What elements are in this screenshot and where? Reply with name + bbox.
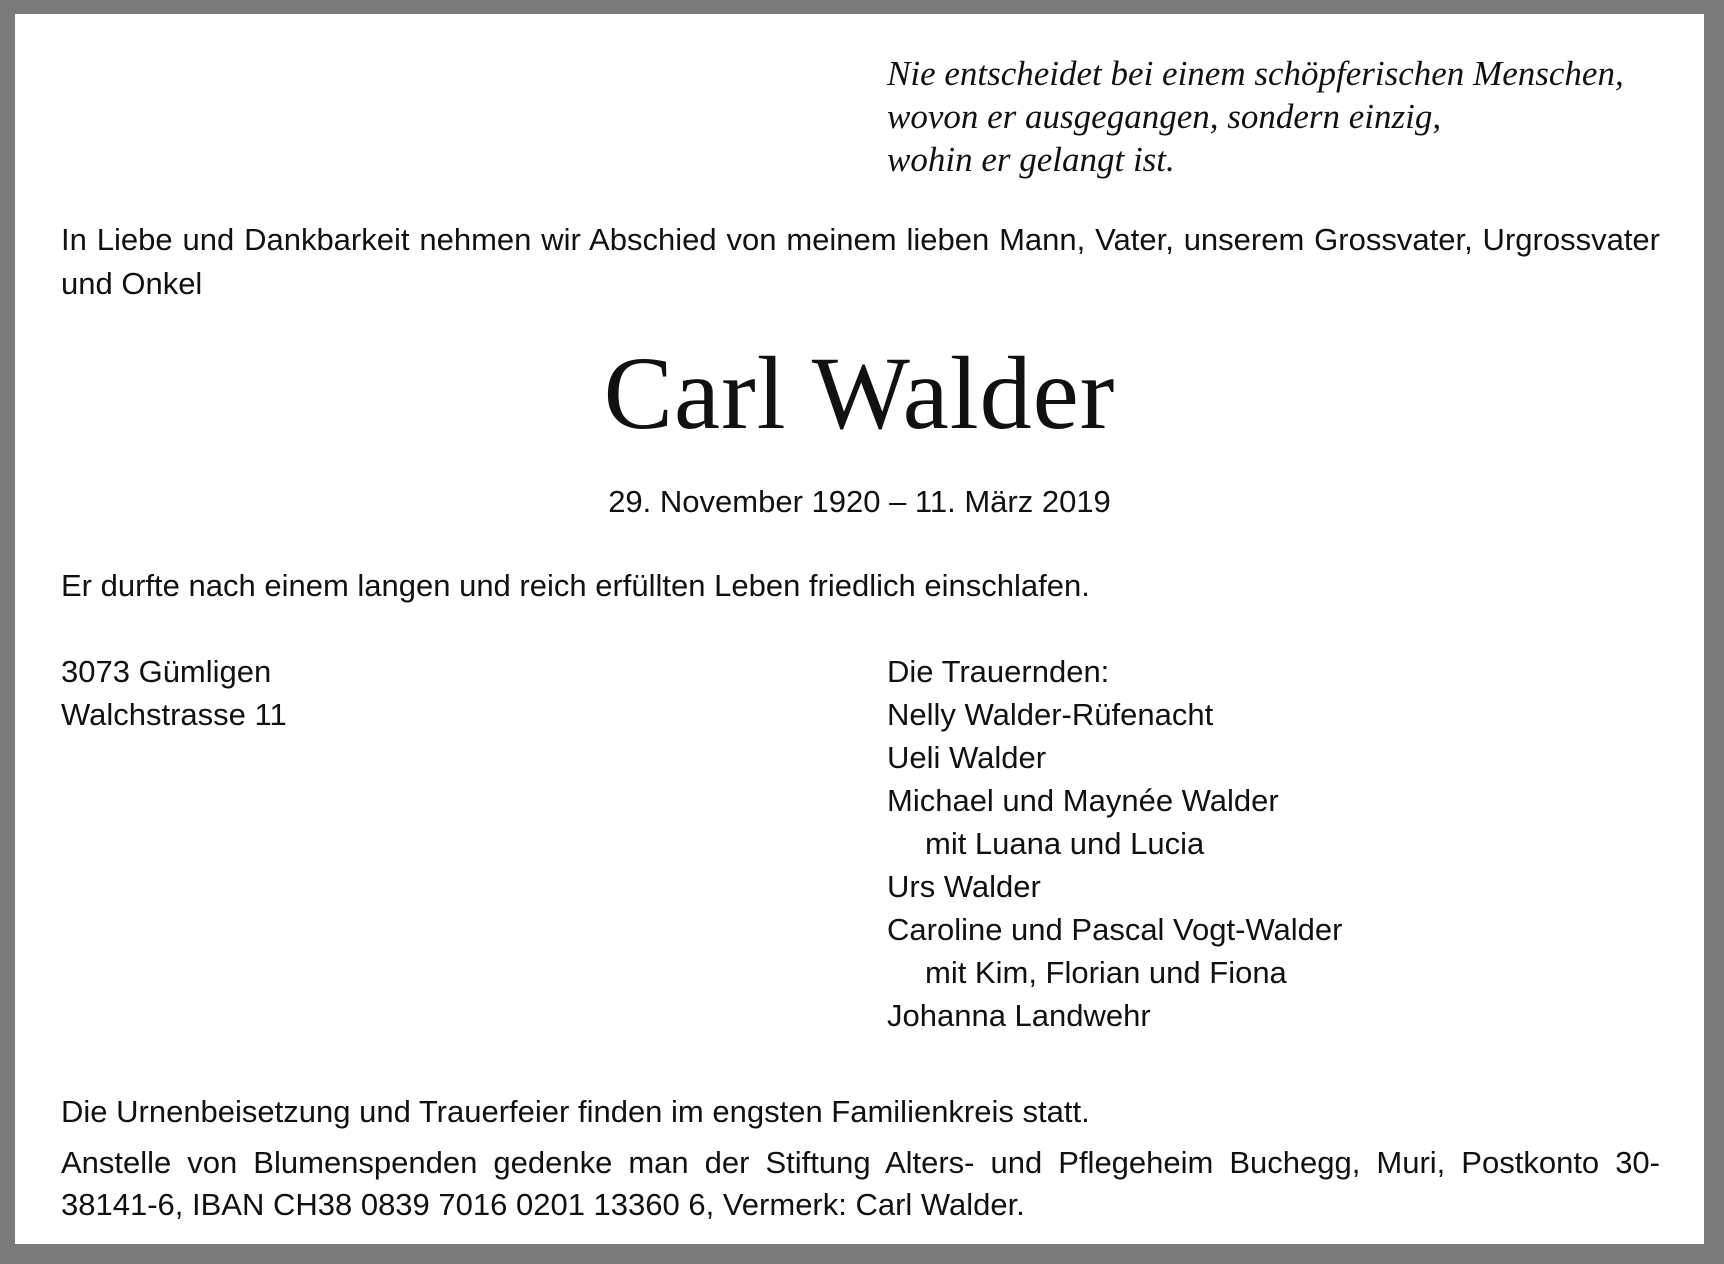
address-block — [61, 650, 287, 736]
mourners-heading: Die Trauernden: — [887, 654, 1110, 689]
obituary-notice — [15, 14, 1704, 1244]
address-city: 3073 Gümligen — [61, 654, 272, 689]
mourner-name: Caroline und Pascal Vogt-Walder — [887, 912, 1343, 947]
mourner-name: Urs Walder — [887, 869, 1041, 904]
mourner-name: Johanna Landwehr — [887, 998, 1151, 1033]
quote-line: wovon er ausgegangen, sondern einzig, — [887, 97, 1442, 136]
intro-text: In Liebe und Dankbarkeit nehmen wir Abschied von meinem lieben Mann, Vater, unserem Grossvater, Urgrossvater und Onkel — [61, 222, 1660, 301]
quote-line: Nie entscheidet bei einem schöpferischen Menschen, — [887, 54, 1624, 93]
life-dates: 29. November 1920 – 11. März 2019 — [608, 484, 1111, 519]
passing-statement: Er durfte nach einem langen und reich erfüllten Leben friedlich einschlafen. — [61, 568, 1090, 603]
mourners-list — [887, 650, 1342, 1037]
address-street: Walchstrasse 11 — [61, 697, 287, 732]
mourner-name: Ueli Walder — [887, 740, 1047, 775]
donation-note: Anstelle von Blumenspenden gedenke man der Stiftung Alters- und Pflegeheim Buchegg, Muri, Postkonto 30-38141-6, IBAN CH38 0839 7016 0201 13360 6, Vermerk: Carl Walder. — [61, 1145, 1660, 1222]
deceased-name: Carl Walder — [603, 336, 1116, 451]
mourner-children: mit Kim, Florian und Fiona — [925, 955, 1287, 990]
quote-line: wohin er gelangt ist. — [887, 140, 1175, 179]
mourner-children: mit Luana und Lucia — [925, 826, 1205, 861]
epigraph-quote — [887, 52, 1667, 181]
funeral-note: Die Urnenbeisetzung und Trauerfeier finden im engsten Familienkreis statt. — [61, 1094, 1090, 1129]
mourner-name: Nelly Walder-Rüfenacht — [887, 697, 1214, 732]
mourner-name: Michael und Maynée Walder — [887, 783, 1279, 818]
